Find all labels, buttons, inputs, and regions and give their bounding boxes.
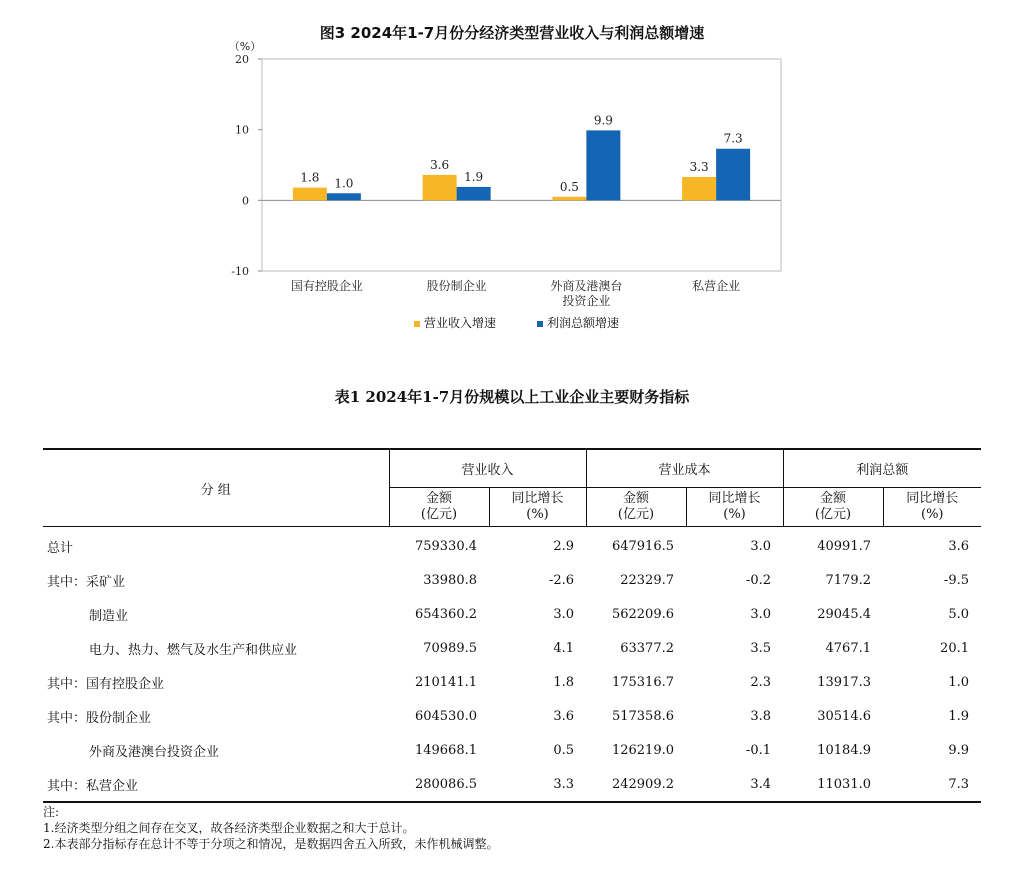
growth-header: 同比增长 (%) <box>883 488 981 527</box>
amount-cell: 10184.9 <box>817 742 871 758</box>
bar-profit <box>457 187 491 200</box>
amount-cell: 4767.1 <box>825 640 871 656</box>
table-row <box>43 597 981 631</box>
table-notes <box>43 804 498 852</box>
row-label: 制造业 <box>89 608 129 624</box>
growth-cell: 3.0 <box>750 538 771 554</box>
amount-cell: 30514.6 <box>817 708 871 724</box>
growth-cell: -2.6 <box>548 572 574 588</box>
data-label: 7.3 <box>723 131 743 146</box>
amount-cell: 759330.4 <box>414 538 477 554</box>
growth-cell: 3.5 <box>750 640 771 656</box>
data-label: 3.6 <box>430 157 450 172</box>
note-line: 2.本表部分指标存在总计不等于分项之和情况，是数据四舍五入所致，未作机械调整。 <box>43 837 499 851</box>
amount-header: 金额 (亿元) <box>389 488 489 527</box>
bar-revenue <box>552 197 586 201</box>
table-row <box>43 563 981 597</box>
row-label: 外商及港澳台投资企业 <box>89 744 220 760</box>
growth-cell: -9.5 <box>943 572 969 588</box>
data-label: 3.3 <box>689 160 709 175</box>
col-group-revenue: 营业收入 <box>389 449 586 488</box>
data-label: 1.0 <box>334 176 354 191</box>
amount-header: 金额 (亿元) <box>783 488 883 527</box>
growth-cell: 0.5 <box>553 742 574 758</box>
amount-cell: 517358.6 <box>611 708 674 724</box>
category-label: 国有控股企业 <box>290 279 363 293</box>
data-label: 9.9 <box>593 113 613 128</box>
table-row <box>43 767 981 802</box>
table-row <box>43 665 981 699</box>
legend-item-revenue <box>414 314 496 331</box>
bar-profit <box>327 193 361 200</box>
amount-cell: 562209.6 <box>611 606 674 622</box>
amount-cell: 11031.0 <box>817 776 871 792</box>
growth-cell: 2.9 <box>553 538 574 554</box>
growth-cell: 3.8 <box>750 708 771 724</box>
row-label: 其中：采矿业 <box>47 574 126 590</box>
category-label: 私营企业 <box>692 279 741 293</box>
category-label: 股份制企业 <box>426 279 487 293</box>
y-tick-label: 0 <box>242 194 249 208</box>
data-label: 1.9 <box>464 169 484 184</box>
growth-cell: -0.2 <box>745 572 771 588</box>
table-row <box>43 527 981 564</box>
amount-cell: 126219.0 <box>611 742 674 758</box>
growth-cell: 3.4 <box>750 776 771 792</box>
legend-swatch-revenue <box>414 321 420 327</box>
growth-cell: 1.8 <box>553 674 574 690</box>
note-line: 1.经济类型分组之间存在交叉，故各经济类型企业数据之和大于总计。 <box>43 821 415 835</box>
growth-cell: 1.0 <box>948 674 969 690</box>
data-label: 1.8 <box>300 170 320 185</box>
amount-cell: 40991.7 <box>817 538 871 554</box>
group-header: 分 组 <box>43 449 389 527</box>
category-label: 投资企业 <box>562 294 611 308</box>
amount-cell: 280086.5 <box>414 776 477 792</box>
amount-cell: 70989.5 <box>423 640 477 656</box>
bar-profit <box>716 149 750 201</box>
amount-cell: 13917.3 <box>817 674 871 690</box>
amount-cell: 22329.7 <box>620 572 674 588</box>
legend-label-revenue: 营业收入增速 <box>424 316 497 330</box>
category-label: 外商及港澳台 <box>550 279 623 293</box>
growth-cell: 1.9 <box>948 708 969 724</box>
amount-cell: 175316.7 <box>611 674 674 690</box>
amount-cell: 604530.0 <box>414 708 477 724</box>
row-label: 其中：股份制企业 <box>47 710 152 726</box>
legend-item-profit <box>537 314 619 331</box>
y-tick-label: 20 <box>235 53 249 66</box>
amount-cell: 7179.2 <box>825 572 871 588</box>
growth-cell: 3.6 <box>553 708 574 724</box>
growth-cell: 2.3 <box>750 674 771 690</box>
data-label: 0.5 <box>559 179 579 194</box>
growth-cell: 3.3 <box>553 776 574 792</box>
bar-revenue <box>423 175 457 200</box>
col-group-cost: 营业成本 <box>586 449 783 488</box>
amount-cell: 29045.4 <box>817 606 871 622</box>
bar-chart <box>0 0 1024 360</box>
bar-revenue <box>293 188 327 201</box>
col-group-profit: 利润总额 <box>783 449 981 488</box>
y-tick-label: -10 <box>231 265 249 278</box>
amount-cell: 210141.1 <box>414 674 477 690</box>
bar-revenue <box>682 177 716 200</box>
amount-cell: 654360.2 <box>414 606 477 622</box>
growth-cell: 9.9 <box>948 742 969 758</box>
growth-cell: 3.0 <box>553 606 574 622</box>
row-label: 总计 <box>47 540 74 556</box>
legend-label-profit: 利润总额增速 <box>547 316 620 330</box>
growth-cell: 3.6 <box>948 538 969 554</box>
y-axis-unit: （%） <box>228 40 262 53</box>
row-label: 其中：国有控股企业 <box>47 676 165 692</box>
row-label: 电力、热力、燃气及水生产和供应业 <box>89 642 298 658</box>
legend-swatch-profit <box>537 321 543 327</box>
growth-header: 同比增长 (%) <box>686 488 783 527</box>
amount-cell: 149668.1 <box>414 742 477 758</box>
amount-cell: 63377.2 <box>620 640 674 656</box>
y-tick-label: 10 <box>235 123 249 137</box>
table-row <box>43 733 981 767</box>
row-label: 其中：私营企业 <box>47 778 139 794</box>
growth-cell: 4.1 <box>553 640 574 656</box>
bar-profit <box>586 130 620 200</box>
table-title: 表1 2024年1-7月份规模以上工业企业主要财务指标 <box>334 388 690 406</box>
notes-heading: 注: <box>43 805 60 819</box>
growth-cell: 20.1 <box>940 640 969 656</box>
table-header-row <box>43 449 981 488</box>
growth-cell: -0.1 <box>745 742 771 758</box>
table-row <box>43 699 981 733</box>
amount-cell: 647916.5 <box>611 538 674 554</box>
amount-cell: 33980.8 <box>423 572 477 588</box>
growth-cell: 3.0 <box>750 606 771 622</box>
growth-cell: 5.0 <box>948 606 969 622</box>
table-row <box>43 631 981 665</box>
amount-header: 金额 (亿元) <box>586 488 686 527</box>
growth-header: 同比增长 (%) <box>489 488 586 527</box>
chart-title: 图3 2024年1-7月份分经济类型营业收入与利润总额增速 <box>319 24 705 42</box>
amount-cell: 242909.2 <box>611 776 674 792</box>
financial-indicators-table <box>43 448 981 803</box>
growth-cell: 7.3 <box>948 776 969 792</box>
